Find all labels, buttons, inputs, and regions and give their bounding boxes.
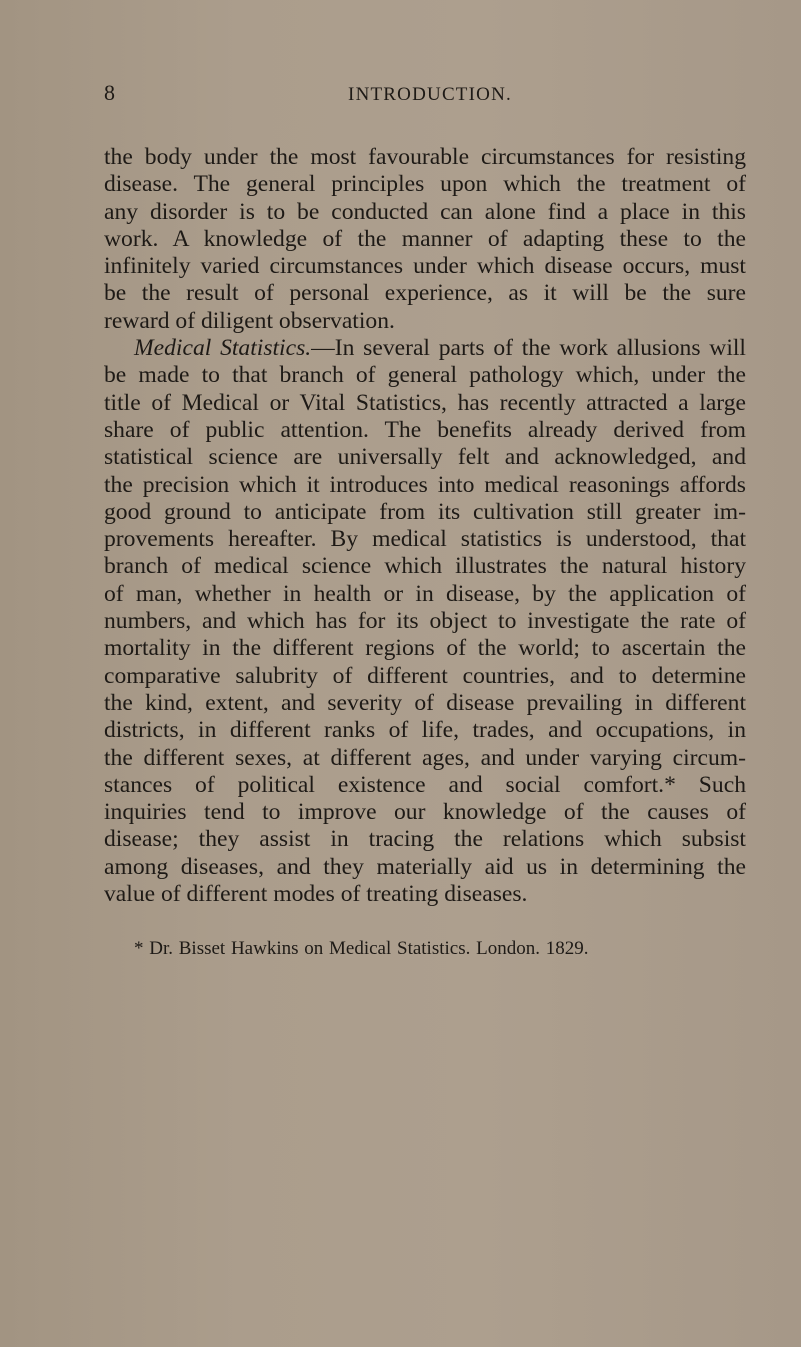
text-line: the kind, extent, and severity of disease prevailing in different <box>104 689 746 716</box>
text-line <box>104 335 746 362</box>
text-line: be made to that branch of general pathology which, under the <box>104 362 746 389</box>
text-line: be the result of personal experience, as it will be the sure <box>104 280 746 307</box>
text-line: title of Medical or Vital Statistics, has recently attracted a large <box>104 389 746 416</box>
body-text <box>104 144 746 908</box>
text-line: among diseases, and they materially aid us in determining the <box>104 853 746 880</box>
footnote: * Dr. Bisset Hawkins on Medical Statistics. London. 1829. <box>134 938 589 960</box>
running-head: INTRODUCTION. <box>348 84 512 105</box>
text-line: inquiries tend to improve our knowledge of the causes of <box>104 799 746 826</box>
text-line: provements hereafter. By medical statistics is understood, that <box>104 526 746 553</box>
text-line: disease. The general principles upon which the treatment of <box>104 171 746 198</box>
text-line: the precision which it introduces into medical reasonings affords <box>104 471 746 498</box>
text-line: numbers, and which has for its object to investigate the rate of <box>104 608 746 635</box>
text-line: the different sexes, at different ages, and under varying circum- <box>104 744 746 771</box>
text-line: the body under the most favourable circumstances for resisting <box>104 144 746 170</box>
page-header: 8 INTRODUCTION. <box>104 80 746 110</box>
text-line: value of different modes of treating diseases. <box>104 881 528 908</box>
text-line: share of public attention. The benefits already derived from <box>104 416 746 443</box>
text-line: work. A knowledge of the manner of adapting these to the <box>104 225 746 252</box>
text-line: of man, whether in health or in disease, by the application of <box>104 580 746 607</box>
text-line: infinitely varied circumstances under which disease occurs, must <box>104 253 746 280</box>
text-line: reward of diligent observation. <box>104 307 395 334</box>
text-line: good ground to anticipate from its cultivation still greater im- <box>104 498 746 525</box>
section-heading: Medical Statistics. <box>134 335 312 362</box>
text-line: disease; they assist in tracing the relations which subsist <box>104 826 746 853</box>
text-line: any disorder is to be conducted can alone find a place in this <box>104 198 746 225</box>
book-page <box>104 80 746 960</box>
text-line: stances of political existence and social comfort.* Such <box>104 771 746 798</box>
text-line: mortality in the different regions of the world; to ascertain the <box>104 635 746 662</box>
paragraph-2 <box>104 335 746 908</box>
paragraph-1 <box>104 144 746 335</box>
text-line: statistical science are universally felt and acknowledged, and <box>104 444 746 471</box>
text-line: branch of medical science which illustrates the natural history <box>104 553 746 580</box>
text-line: comparative salubrity of different countries, and to determine <box>104 662 746 689</box>
heading-continuation: —In several parts of the work allusions will <box>311 335 746 362</box>
text-line: districts, in different ranks of life, trades, and occupations, in <box>104 717 746 744</box>
